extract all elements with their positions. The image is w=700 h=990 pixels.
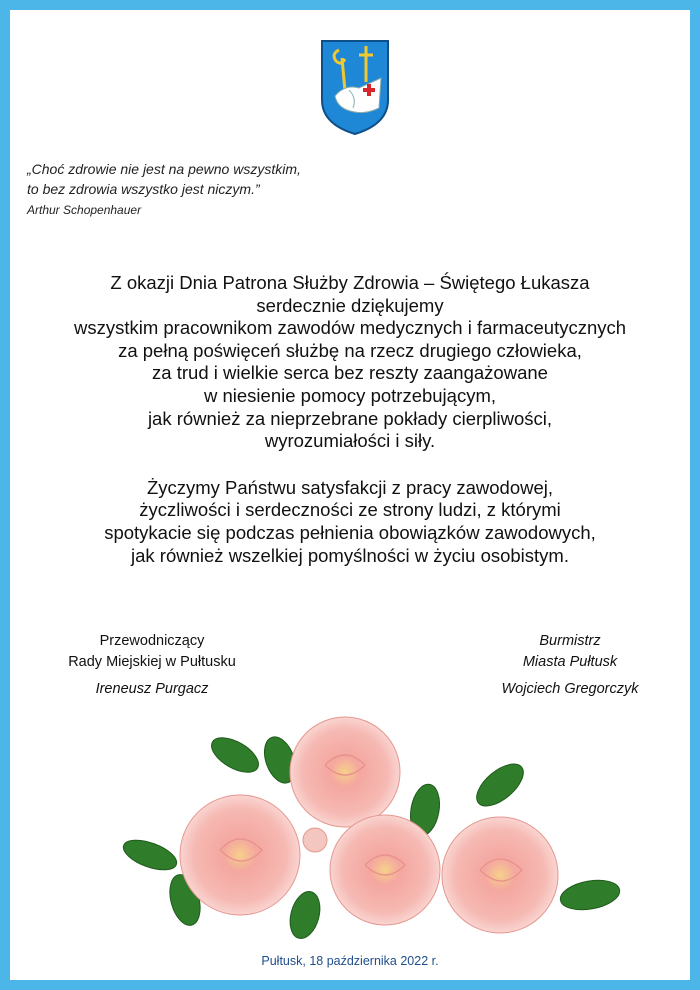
quote-line-2: to bez zdrowia wszystko jest niczym.” (27, 181, 260, 197)
quote-author: Arthur Schopenhauer (27, 203, 142, 217)
text-line: za trud i wielkie serca bez reszty zaangażowane (152, 362, 548, 384)
roses-bouquet-icon (105, 700, 635, 950)
quote-line-1: „Choć zdrowie nie jest na pewno wszystkim, (27, 161, 301, 177)
text-line: jak również wszelkiej pomyślności w życiu osobistym. (131, 544, 569, 566)
signature-title-line-1: Przewodniczący (99, 633, 205, 649)
signature-title-line-2: Miasta Pułtusk (522, 654, 618, 670)
text-line: wyrozumiałości i siły. (264, 430, 436, 452)
text-line: Z okazji Dnia Patrona Służby Zdrowia – Świętego Łukasza (110, 272, 590, 293)
place-and-date: Pułtusk, 18 października 2022 r. (261, 954, 439, 968)
text-line: za pełną poświęceń służbę na rzecz drugiego człowieka, (118, 339, 582, 361)
text-line: serdecznie dziękujemy (256, 294, 444, 316)
signature-title-line-1: Burmistrz (539, 633, 601, 649)
text-line: jak również za nieprzebrane pokłady cierpliwości, (147, 407, 553, 429)
text-line: w niesienie pomocy potrzebującym, (203, 384, 497, 406)
signature-title-line-2: Rady Miejskiej w Pułtusku (68, 654, 236, 670)
signature-name: Wojciech Gregorczyk (501, 681, 639, 697)
signature-name: Ireneusz Purgacz (95, 681, 209, 697)
text-line: Życzymy Państwu satysfakcji z pracy zawodowej, (146, 476, 554, 498)
text-line: życzliwości i serdeczności ze strony ludzi, z którymi (139, 499, 561, 521)
quote-block (27, 159, 301, 221)
paragraph-gap (10, 453, 690, 477)
coat-of-arms-icon (319, 38, 391, 136)
signature-mayor (465, 631, 675, 700)
main-message (10, 272, 690, 567)
signature-council-chair (42, 631, 262, 700)
text-line: wszystkim pracownikom zawodów medycznych i farmaceutycznych (73, 317, 627, 339)
text-line: spotykacie się podczas pełnienia obowiązków zawodowych, (104, 521, 596, 543)
